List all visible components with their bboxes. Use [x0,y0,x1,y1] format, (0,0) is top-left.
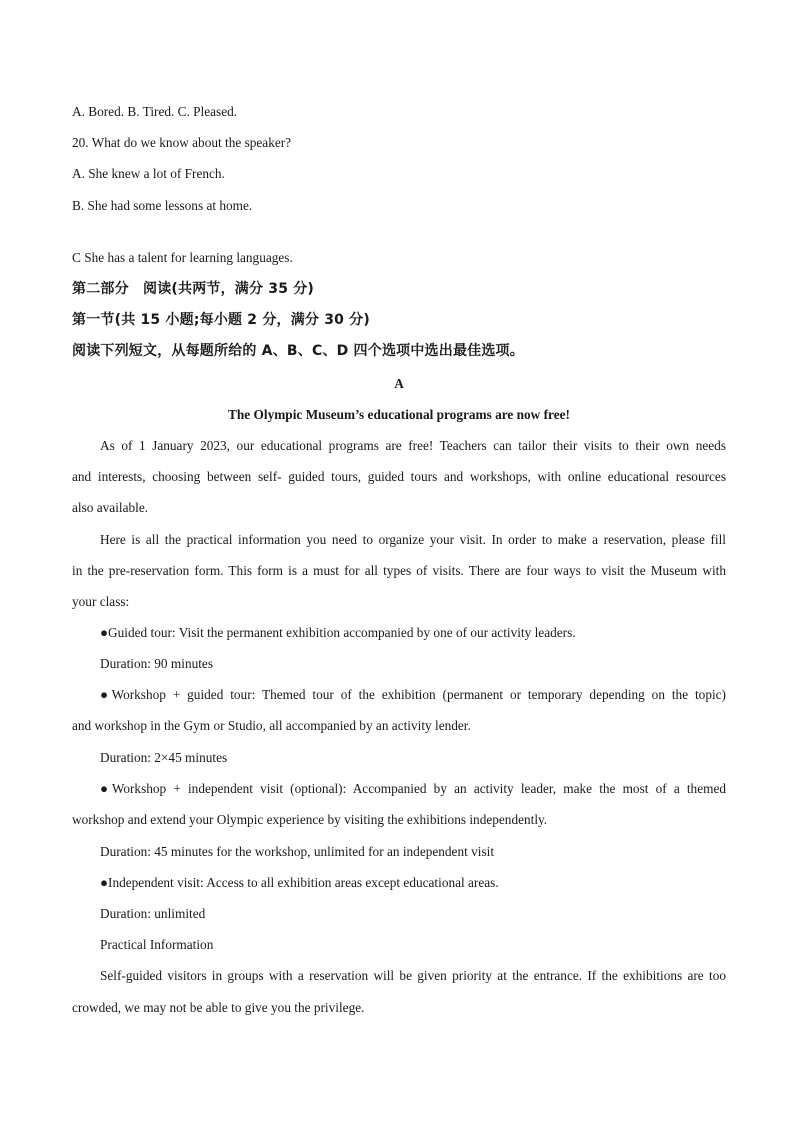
paragraph-3-line-2: crowded, we may not be able to give you the privilege. [72,1000,365,1015]
paragraph-3-line-1: Self-guided visitors in groups with a reservation will be given priority at the entrance. If the exhibitions are too [100,968,726,983]
paragraph-2-line-1: Here is all the practical information you need to organize your visit. In order to make a reservation, please fill [100,532,726,547]
list-item-workshop-guided-duration: Duration: 2×45 minutes [100,750,228,765]
section-one-heading: 第一节(共 15 小题;每小题 2 分，满分 30 分) [72,312,370,328]
practical-information-heading: Practical Information [100,937,214,952]
paragraph-1-line-3: also available. [72,500,149,515]
paragraph-2-line-3: your class: [72,594,130,609]
reading-instruction: 阅读下列短文，从每题所给的 A、B、C、D 四个选项中选出最佳选项。 [72,343,524,359]
list-item-guided-tour-duration: Duration: 90 minutes [100,656,214,671]
question-19-options: A. Bored. B. Tired. C. Pleased. [72,104,238,119]
passage-label: A [394,376,404,391]
list-item-workshop-independent-line-2: workshop and extend your Olympic experience by visiting the exhibitions independently. [72,812,548,827]
question-20-option-a: A. She knew a lot of French. [72,166,225,181]
list-item-workshop-independent-line-1: ●Workshop + independent visit (optional): Accompanied by an activity leader, make the most of a themed [100,781,726,796]
question-20-stem: 20. What do we know about the speaker? [72,135,292,150]
part-two-heading: 第二部分 阅读(共两节，满分 35 分) [72,281,315,297]
paragraph-1-line-1: As of 1 January 2023, our educational programs are free! Teachers can tailor their visits to their own needs [100,438,726,453]
list-item-independent-visit: ●Independent visit: Access to all exhibition areas except educational areas. [100,875,499,890]
list-item-workshop-guided-line-1: ●Workshop + guided tour: Themed tour of the exhibition (permanent or temporary depending on the topic) [100,687,726,702]
list-item-guided-tour: ●Guided tour: Visit the permanent exhibition accompanied by one of our activity leaders. [100,625,576,640]
passage-title: The Olympic Museum’s educational programs are now free! [228,407,570,422]
paragraph-1-line-2: and interests, choosing between self- guided tours, guided tours and workshops, with online educational resources [72,469,726,484]
paragraph-2-line-2: in the pre-reservation form. This form is a must for all types of visits. There are four ways to visit the Museum with [72,563,726,578]
question-20-option-c: C She has a talent for learning languages. [72,250,293,265]
list-item-workshop-guided-line-2: and workshop in the Gym or Studio, all accompanied by an activity lender. [72,718,471,733]
list-item-independent-visit-duration: Duration: unlimited [100,906,206,921]
list-item-workshop-independent-duration: Duration: 45 minutes for the workshop, unlimited for an independent visit [100,844,495,859]
question-20-option-b: B. She had some lessons at home. [72,198,253,213]
